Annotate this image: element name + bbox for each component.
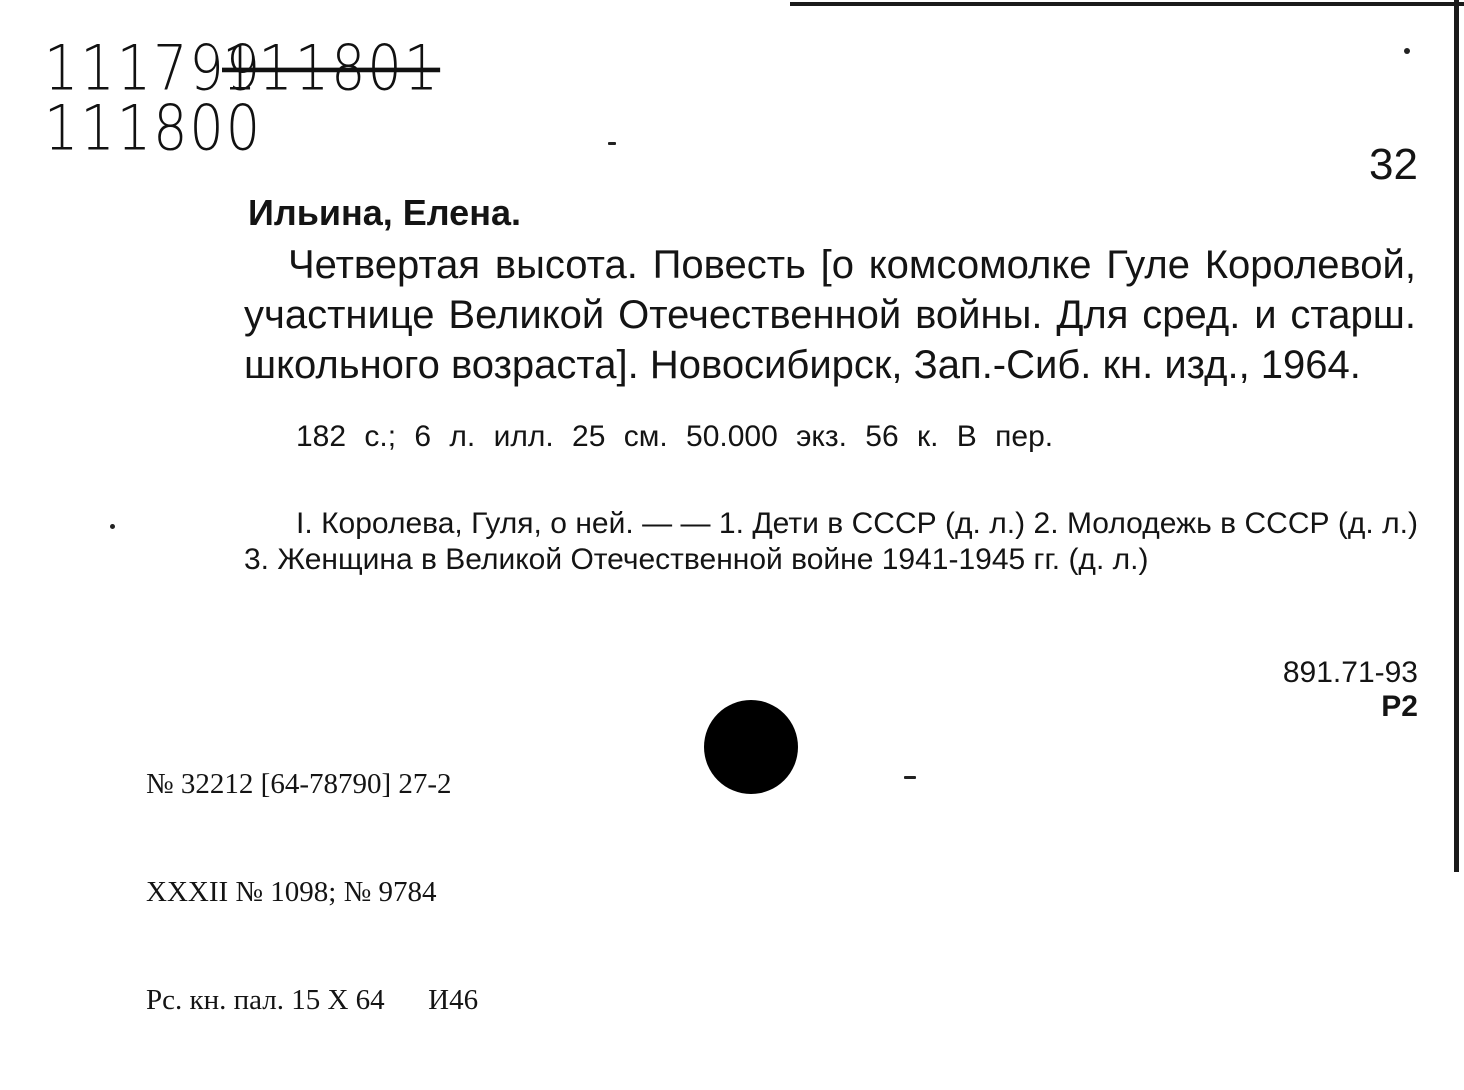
speck [110,524,115,529]
author-heading: Ильина, Елена. [248,192,521,233]
classification-mark [1283,656,1418,724]
title-description [244,240,1416,390]
handwritten-number-2: 111800 [44,92,263,165]
imprint-line-1: № 32212 [64-78790] 27-2 [146,768,452,800]
printing-imprint [146,694,478,1090]
classification-code: 891.71-93 [1282,656,1418,689]
collation-line: 182 с.; 6 л. илл. 25 см. 50.000 экз. 56 к. В пер. [296,420,1054,453]
card-number: 32 [1369,140,1418,189]
imprint-line-2: XXXII № 1098; № 9784 [146,876,437,908]
imprint-line-3: Рс. кн. пал. 15 X 64 И46 [146,984,479,1016]
card-top-border [790,2,1464,6]
speck [904,776,916,779]
handwritten-number-1: 111799 [44,32,263,105]
punch-hole [704,700,798,794]
speck [608,142,616,145]
tracings-text: I. Королева, Гуля, о ней. — — 1. Дети в СССР (д. л.) 2. Молодежь в СССР (д. л.) 3. Женщина в Великой Отечественной войне 1941-1945 гг. (д. л.) [244,507,1418,576]
handwritten-crossed-number: 111801 [222,32,441,105]
subject-tracings [244,506,1418,578]
author-mark: Р2 [1381,690,1418,723]
card-right-border [1454,0,1459,872]
description-text: Четвертая высота. Повесть [о комсомолке Гуле Королевой, участнице Великой Отечественной войны. Для сред. и старш. школьного возраста]. Новосибирск, Зап.-Сиб. кн. изд., 1964. [244,243,1416,387]
speck [1404,48,1410,54]
